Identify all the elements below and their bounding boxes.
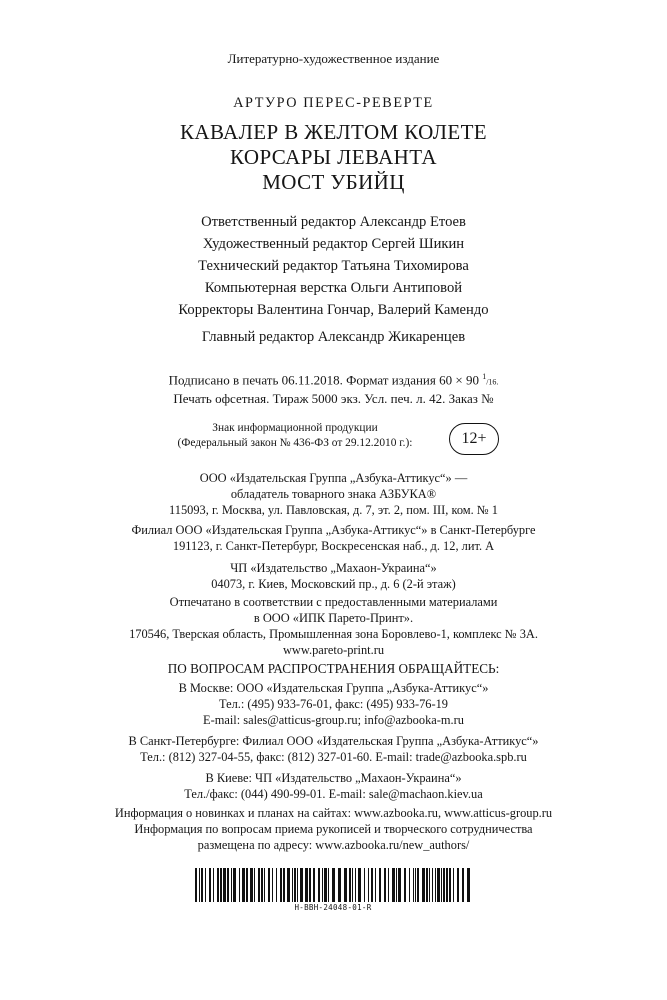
credit-line: Технический редактор Татьяна Тихомирова xyxy=(198,258,469,274)
barcode-bar xyxy=(272,868,273,902)
barcode-bar xyxy=(453,868,454,902)
barcode-bar xyxy=(432,868,433,902)
print-info xyxy=(0,368,667,407)
barcode-bar xyxy=(352,868,353,902)
credit-line: Главный редактор Александр Жикаренцев xyxy=(201,329,466,345)
book-titles xyxy=(0,120,667,195)
barcode-bar xyxy=(276,868,277,902)
barcode-bar xyxy=(322,868,323,902)
barcode-bar xyxy=(375,868,376,902)
age-rating-label: Знак информационной продукции (Федеральный закон № 436-ФЗ от 29.12.2010 г.): xyxy=(177,422,413,449)
barcode-bar xyxy=(415,868,416,902)
credit-line: Корректоры Валентина Гончар, Валерий Камендо xyxy=(178,302,489,318)
barcode-bar xyxy=(239,868,240,902)
credit-line: Ответственный редактор Александр Етоев xyxy=(201,214,466,230)
barcode-bar xyxy=(467,868,470,902)
barcode-bar xyxy=(338,868,341,902)
barcode-bar xyxy=(332,868,335,902)
barcode-bar xyxy=(443,868,445,902)
title-2: КОРСАРЫ ЛЕВАНТА xyxy=(230,145,437,169)
printer-block: Отпечатано в соответствии с предоставленными материалами в ООО «ИПК Парето-Принт». 170546, Тверская область, Промышленная зона Боровлево-1, комплекс № 3А. www.pareto-print.ru xyxy=(129,595,538,657)
barcode-bar xyxy=(462,868,464,902)
barcode-bar xyxy=(292,868,293,902)
barcode-bar xyxy=(355,868,356,902)
edition-type: Литературно-художественное издание xyxy=(227,51,440,66)
barcode-bar xyxy=(258,868,260,902)
distribution-kiev: В Киеве: ЧП «Издательство „Махаон-Украина“» Тел./факс: (044) 490-99-01. E-mail: sale@machaon.kiev.ua xyxy=(184,771,483,801)
barcode-bar xyxy=(313,868,315,902)
barcode-bar xyxy=(371,868,373,902)
barcode-bar xyxy=(318,868,320,902)
barcode-bar xyxy=(396,868,397,902)
barcode-bar xyxy=(199,868,200,902)
barcode xyxy=(195,868,471,912)
barcode-bar xyxy=(220,868,222,902)
barcode-number: Н-ВВН-24048-01-R xyxy=(294,903,372,912)
barcode-bar xyxy=(344,868,347,902)
barcode-bars xyxy=(195,868,471,902)
barcode-bar xyxy=(195,868,197,902)
barcode-bar xyxy=(404,868,406,902)
barcode-bar xyxy=(250,868,253,902)
credit-line: Художественный редактор Сергей Шикин xyxy=(202,236,465,252)
title-3: МОСТ УБИЙЦ xyxy=(262,170,405,194)
barcode-bar xyxy=(392,868,395,902)
barcode-bar xyxy=(309,868,311,902)
barcode-bar xyxy=(441,868,442,902)
barcode-bar xyxy=(422,868,425,902)
barcode-bar xyxy=(388,868,389,902)
barcode-bar xyxy=(287,868,290,902)
barcode-bar xyxy=(209,868,211,902)
barcode-bar xyxy=(379,868,381,902)
barcode-bar xyxy=(227,868,229,902)
barcode-bar xyxy=(246,868,248,902)
barcode-bar xyxy=(364,868,365,902)
distribution-heading: ПО ВОПРОСАМ РАСПРОСТРАНЕНИЯ ОБРАЩАЙТЕСЬ: xyxy=(167,661,500,676)
barcode-bar xyxy=(449,868,451,902)
barcode-bar xyxy=(233,868,236,902)
barcode-bar xyxy=(213,868,214,902)
age-rating-badge: 12+ xyxy=(449,423,499,455)
barcode-bar xyxy=(426,868,428,902)
barcode-bar xyxy=(368,868,369,902)
barcode-bar xyxy=(231,868,232,902)
barcode-bar xyxy=(297,868,298,902)
barcode-bar xyxy=(398,868,401,902)
info-block: Информация о новинках и планах на сайтах: www.azbooka.ru, www.atticus-group.ru Информация по вопросам приема рукописей и творческого сотрудничества размещена по адресу: www.azbooka.ru/new_authors/ xyxy=(114,806,553,852)
author-name: АРТУРО ПЕРЕС-РЕВЕРТЕ xyxy=(233,95,434,111)
barcode-bar xyxy=(417,868,419,902)
barcode-bar xyxy=(349,868,351,902)
distribution-spb: В Санкт-Петербурге: Филиал ООО «Издательская Группа „Азбука-Аттикус“» Тел.: (812) 327-04-55, факс: (812) 327-01-60. E-mail: trade@azbooka.spb.ru xyxy=(128,734,539,764)
barcode-bar xyxy=(435,868,436,902)
barcode-bar xyxy=(384,868,386,902)
barcode-bar xyxy=(280,868,282,902)
branch-spb-block: Филиал ООО «Издательская Группа „Азбука-Аттикус“» в Санкт-Петербурге 191123, г. Санкт-Петербург, Воскресенская наб., д. 12, лит. А xyxy=(131,523,536,553)
publisher-block: ООО «Издательская Группа „Азбука-Аттикус“» — обладатель товарного знака АЗБУКА® 115093, г. Москва, ул. Павловская, д. 7, эт. 2, пом. III, ком. № 1 xyxy=(169,471,498,517)
barcode-bar xyxy=(437,868,440,902)
barcode-bar xyxy=(205,868,206,902)
barcode-bar xyxy=(283,868,285,902)
barcode-bar xyxy=(409,868,410,902)
barcode-bar xyxy=(264,868,265,902)
barcode-bar xyxy=(201,868,203,902)
distribution-moscow: В Москве: ООО «Издательская Группа „Азбука-Аттикус“» Тел.: (495) 933-76-01, факс: (495) 933-76-19 E-mail: sales@atticus-group.ru; info@azbooka-m.ru xyxy=(178,681,489,727)
print-line-2: Печать офсетная. Тираж 5000 экз. Усл. печ. л. 42. Заказ № xyxy=(173,391,494,407)
credit-line: Компьютерная верстка Ольги Антиповой xyxy=(204,280,463,296)
barcode-bar xyxy=(429,868,430,902)
barcode-bar xyxy=(268,868,270,902)
print-line-1: Подписано в печать 06.11.2018. Формат издания 60 × 90 $^1$/16. xyxy=(168,372,499,388)
barcode-bar xyxy=(446,868,448,902)
barcode-bar xyxy=(324,868,327,902)
barcode-bar xyxy=(413,868,414,902)
barcode-bar xyxy=(358,868,361,902)
barcode-bar xyxy=(254,868,255,902)
title-1: КАВАЛЕР В ЖЕЛТОМ КОЛЕТЕ xyxy=(179,120,488,144)
barcode-bar xyxy=(223,868,226,902)
credits xyxy=(0,211,667,348)
barcode-bar xyxy=(261,868,263,902)
barcode-bar xyxy=(300,868,303,902)
barcode-bar xyxy=(242,868,245,902)
barcode-bar xyxy=(457,868,459,902)
barcode-bar xyxy=(294,868,296,902)
branch-kiev-block: ЧП «Издательство „Махаон-Украина“» 04073, г. Киев, Московский пр., д. 6 (2-й этаж) xyxy=(211,561,456,591)
barcode-bar xyxy=(217,868,219,902)
barcode-bar xyxy=(328,868,329,902)
barcode-bar xyxy=(305,868,308,902)
